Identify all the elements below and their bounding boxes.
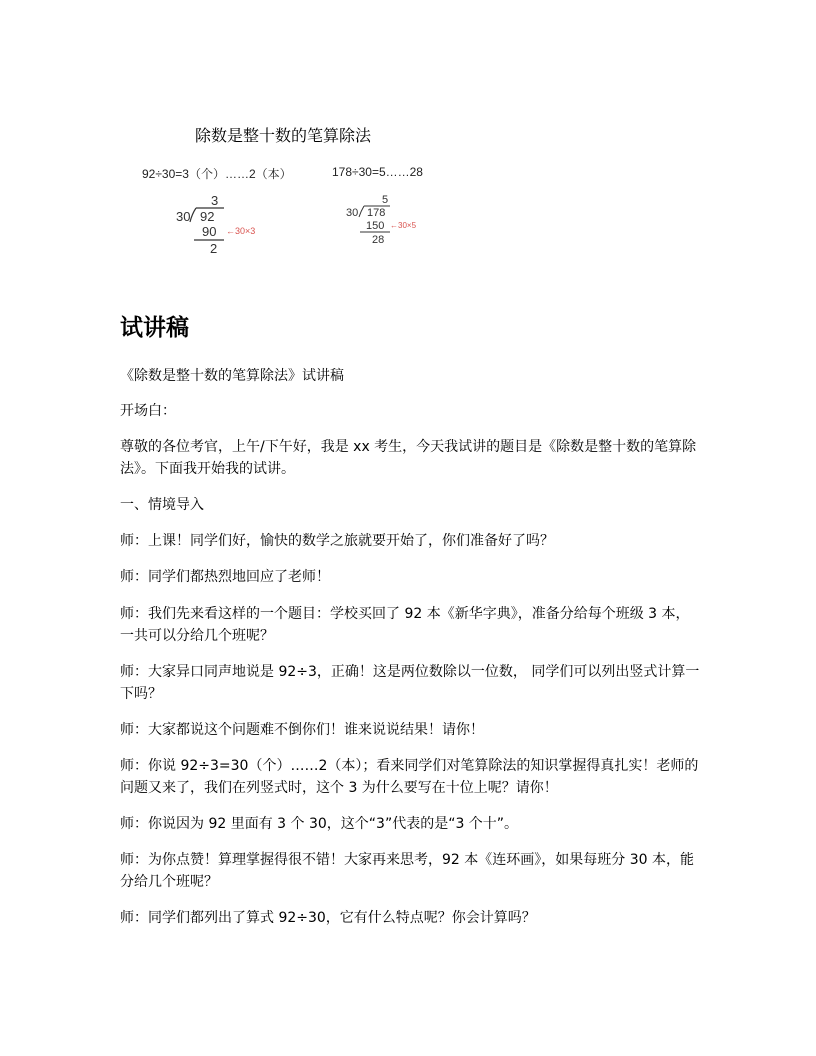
paragraph-teacher-5: 师：大家都说这个问题难不倒你们！谁来说说结果！请你！ [120,722,484,738]
paragraph-teacher-8: 师：为你点赞！算理掌握得很不错！大家再来思考，92 本《连环画》，如果每班分 30 本，能分给几个班呢？ [120,852,694,890]
paragraph-opening: 开场白： [120,403,176,419]
fig1-divisor: 30 [176,209,191,224]
paragraph-teacher-2: 师：同学们都热烈地回应了老师！ [120,569,330,585]
fig2-quotient: 5 [382,194,389,206]
equation-2: 178÷30=5……28 [332,165,423,179]
board-title: 除数是整十数的笔算除法 [195,126,372,145]
paragraph-greeting: 尊敬的各位考官，上午/下午好，我是 xx 考生，今天我试讲的题目是《除数是整十数的笔算除法》。下面我开始我的试讲。 [120,439,697,477]
paragraph-teacher-4: 师：大家异口同声地说是 92÷3，正确！这是两位数除以一位数， 同学们可以列出竖式计算一下吗？ [120,664,700,702]
paragraph-teacher-1: 师：上课！同学们好，愉快的数学之旅就要开始了，你们准备好了吗？ [120,533,554,549]
section-heading-1: 一、情境导入 [120,497,204,513]
fig1-note: ←30×3 [226,226,256,236]
fig1-quotient: 3 [211,193,219,208]
fig1-dividend: 92 [200,209,215,224]
fig1-product: 90 [202,224,217,239]
paragraph-title: 《除数是整十数的笔算除法》试讲稿 [120,368,344,384]
fig2-dividend: 178 [367,207,386,219]
fig2-product: 150 [366,220,385,232]
fig2-note: ←30×5 [390,221,417,230]
fig2-remainder: 28 [372,234,385,246]
equation-1: 92÷30=3（个）……2（本） [142,167,292,181]
doc-heading: 试讲稿 [120,315,189,341]
long-division-figure-1 [168,192,278,262]
paragraph-teacher-9: 师：同学们都列出了算式 92÷30，它有什么特点呢？你会计算吗？ [120,910,536,926]
paragraph-teacher-7: 师：你说因为 92 里面有 3 个 30，这个“3”代表的是“3 个十”。 [120,816,519,832]
paragraph-teacher-6: 师：你说 92÷3=30（个）……2（本）；看来同学们对笔算除法的知识掌握得真扎实！老师的问题又来了，我们在列竖式时，这个 3 为什么要写在十位上呢？请你！ [120,758,699,796]
paragraph-teacher-3: 师：我们先来看这样的一个题目：学校买回了 92 本《新华字典》，准备分给每个班级 3 本，一共可以分给几个班呢？ [120,606,690,644]
fig1-remainder: 2 [210,241,218,256]
long-division-figure-2 [340,192,440,252]
fig2-divisor: 30 [346,207,359,219]
